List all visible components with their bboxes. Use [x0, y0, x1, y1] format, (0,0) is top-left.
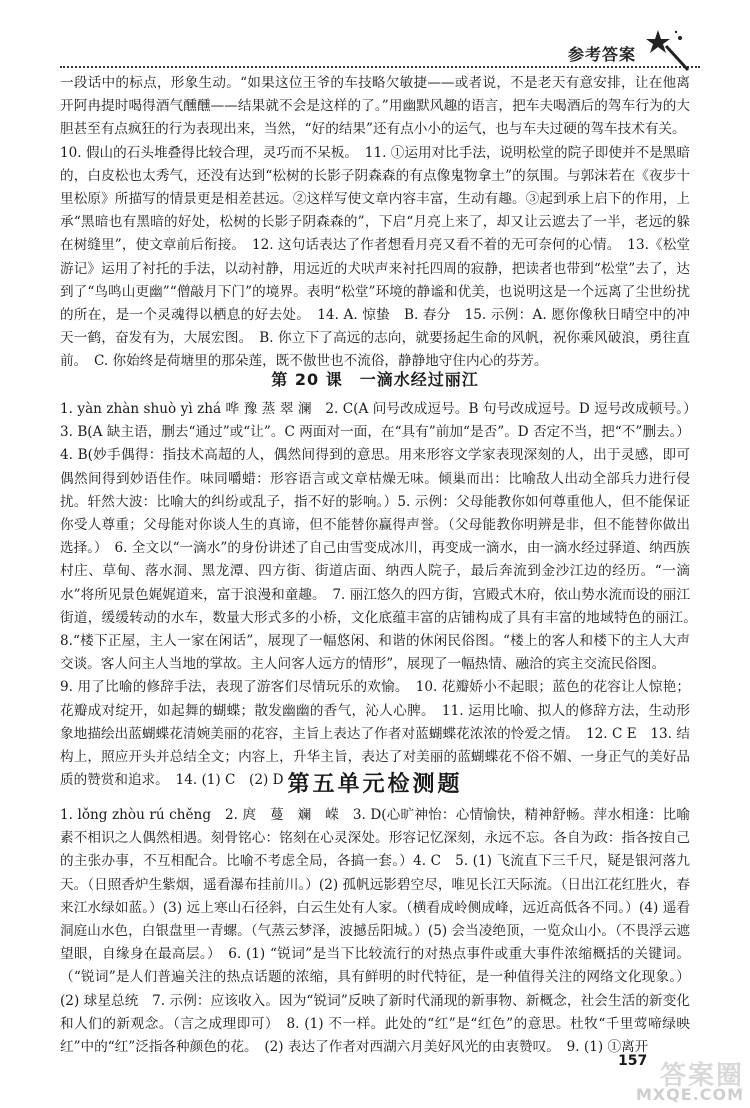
answer-paragraph: 1. lǒng zhòu rú chěng 2. 庹 蔓 斓 嵘 3. D(心旷神怡：心情愉快，精神舒畅。萍水相逢：比喻素不相识之人偶然相遇。刻骨铭心：铭刻在心灵深处。形容记忆深刻，永远不忘。各自为政：指各按自己的主张办事，不互相配合。比喻不考虑全局，各搞一套。）4. C 5. (1) 飞流直下三千尺，疑是银河落九天。（日照香炉生紫烟，遥看瀑布挂前川。）(2) 孤帆远影碧空尽，唯见长江天际流。（日出江花红胜火，春来江水绿如蓝。）(3) 远上寒山石径斜，白云生处有人家。（横看成岭侧成峰，远近高低各不同。）(4) 遥看洞庭山水色，白银盘里一青螺。（气蒸云梦泽，波撼岳阳城。）(5) 会当凌绝顶，一览众山小。（不畏浮云遮望眼，自缘身在最高层。） 6. (1) “锐词”是当下比较流行的对热点事件或重大事件浓缩概括的关键词。（“锐词”是人们普遍关注的热点话题的浓缩，具有鲜明的时代特征，是一种值得关注的网络文化现象。）(2) 球星总统 7. 示例：应该收入。因为“锐词”反映了新时代涌现的新事物、新概念，社会生活的新变化和人们的新观念。（言之成理即可） 8. (1) 不一样。此处的“红”是“红色”的意思。杜牧“千里莺啼绿映红”中的“红”泛指各种颜色的花。 (2) 表达了作者对西湖六月美好风光的由衷赞叹。 9. (1) ①离开	[60, 807, 690, 1056]
header-label: 参考答案	[567, 45, 636, 64]
answers-continued-block	[60, 72, 690, 374]
page-header	[60, 38, 700, 66]
unit-5-test-title: 第五单元检测题	[287, 772, 463, 797]
answer-paragraph: 一段话中的标点，形象生动。“如果这位王爷的车技略欠敏捷——或者说，不是老天有意安排，让在他离开阿冉提时喝得酒气醺醺——结果就不会是这样的了。”用幽默风趣的语言，把车夫喝酒后的驾车行为的大胆甚至有点疯狂的行为表现出来，当然，“好的结果”还有点小小的运气，也与车夫过硬的驾车技术有关。	[60, 75, 690, 138]
header-dotted-rule	[60, 66, 700, 68]
answer-paragraph: 9. 用了比喻的修辞手法，表现了游客们尽情玩乐的欢愉。 10. 花瓣娇小不起眼；蓝色的花容让人惊艳；花瓣成对绽开，如起舞的蝴蝶；散发幽幽的香气，沁人心脾。 11. 运用比喻、拟人的修辞方法，生动形象地描绘出蓝蝴蝶花清婉美丽的花容，主旨上表达了作者对蓝蝴蝶花浓浓的怜爱之情。 12. C E 13. 结构上，照应开头并总结全文；内容上，升华主旨，表达了对美丽的蓝蝴蝶花不俗不媚、一身正气的美好品质的赞赏和追求。 14. (1) C (2) D	[60, 679, 690, 789]
unit-5-answers	[60, 804, 690, 1059]
lesson-20-title: 第 20 课 一滴水经过丽江	[271, 370, 479, 389]
watermark-url: MXQE.COM	[635, 1085, 744, 1104]
page-number: 157	[618, 1053, 648, 1069]
answer-paragraph: 1. yàn zhàn shuò yì zhá 哗 豫 蒸 翠 澜 2. C(A 问号改成逗号。B 句号改成逗号。D 逗号改成顿号。）3. B(A 缺主语，删去“通过”或“让”。C 两面对一面，在“具有”前加“是否”。D 否定不当，把“不”删去。）4. B(妙手偶得：指技术高超的人，偶然间得到的意思。用来形容文学家表现深刻的人，出于灵感，即可偶然间得到妙语佳作。味同嚼蜡：形容语言或文章枯燥无味。倾巢而出：比喻敌人出动全部兵力进行侵扰。轩然大波：比喻大的纠纷或乱子，指不好的影响。）5. 示例：父母能教你如何尊重他人，但不能保证你受人尊重；父母能对你谈人生的真谛，但不能替你赢得声誉。（父母能教你明辨是非，但不能替你做出选择。） 6. 全文以“一滴水”的身份讲述了自己由雪变成冰川，再变成一滴水，由一滴水经过驿道、纳西族村庄、草甸、落水洞、黑龙潭、四方街、街道店面、纳西人院子，最后奔流到金沙江边的经历。“一滴水”将所见景色娓娓道来，富于浪漫和童趣。 7. 丽江悠久的四方街，宫殿式木府，依山势水流而设的丽江街道，缓缓转动的水车，数量大形式多的小桥，文化底蕴丰富的店铺构成了具有丰富的地域特色的丽江。 8.“楼下正屋，主人一家在闲话”，展现了一幅悠闲、和谐的休闲民俗图。“楼上的客人和楼下的主人大声交谈。客人问主人当地的掌故。主人问客人远方的情形”，展现了一幅热情、融洽的宾主交流民俗图。	[60, 401, 704, 673]
watermark-text: 答案圈	[659, 1061, 744, 1091]
answer-paragraph: 10. 假山的石头堆叠得比较合理，灵巧而不呆板。 11. ①运用对比手法，说明松堂的院子即使并不是黑暗的，白皮松也太秀气，还没有达到“松树的长影子阴森森的有点像鬼物拿土”的氛围。与郭沫若在《夜步十里松原》所描写的情景更是相差甚远。②这样写使文章内容丰富，生动有趣。③起到承上启下的作用，上承“黑暗也有黑暗的好处，松树的长影子阴森森的”，下启“月亮上来了，却又让云遮去了一半，老远的躲在树缝里”，使文章前后衔接。 12. 这句话表达了作者想看月亮又看不着的无可奈何的心情。 13.《松堂游记》运用了衬托的手法，以动衬静，用远近的犬吠声来衬托四周的寂静，把读者也带到“松堂”去了，达到了“鸟鸣山更幽”“僧敲月下门”的境界。表明“松堂”环境的静谧和优美，也说明这是一个远离了尘世纷扰的所在，是一个灵魂得以栖息的好去处。 14. A. 惊蛰 B. 春分 15. 示例：A. 愿你像秋日晴空中的冲天一鹤，奋发有为，大展宏图。 B. 你立下了高远的志向，就要扬起生命的风帆，祝你乘风破浪，勇往直前。 C. 你始终是荷塘里的那朵莲，既不傲世也不流俗，静静地守住内心的芬芳。	[60, 144, 690, 370]
watermark-logo	[600, 1055, 750, 1107]
lesson-20-answers	[60, 398, 704, 792]
